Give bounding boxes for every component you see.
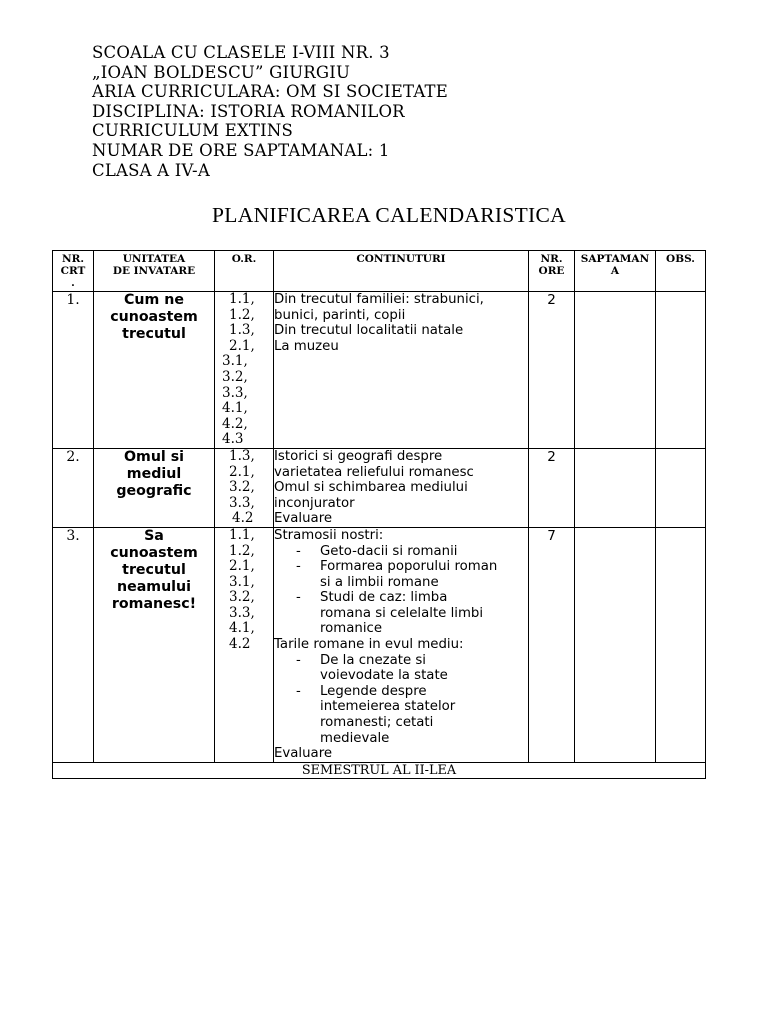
header-discipline: DISCIPLINA: ISTORIA ROMANILOR	[92, 101, 405, 121]
content-list	[274, 544, 528, 638]
contents-cell: Din trecutul familiei: strabunici, bunici, parinti, copii Din trecutul localitatii natale La muzeu	[274, 292, 529, 449]
obs-cell	[656, 527, 706, 762]
week-cell	[575, 292, 656, 449]
col-header-nr-ore: NR. ORE	[529, 251, 575, 292]
hours-cell: 2	[529, 292, 575, 449]
row-number: 1.	[53, 292, 94, 449]
content-heading: Stramosii nostri:	[274, 527, 384, 543]
objectives-cell: 1.1, 1.2, 1.3, 2.1, 3.1, 3.2, 3.3, 4.1, 4.2, 4.3	[215, 292, 274, 449]
semester-label: SEMESTRUL AL II-LEA	[53, 762, 706, 778]
col-header-saptamana: SAPTAMAN A	[575, 251, 656, 292]
hours-cell: 2	[529, 448, 575, 527]
objectives-cell: 1.3, 2.1, 3.2, 3.3, 4.2	[215, 448, 274, 527]
learning-unit: Cum ne cunoastem trecutul	[94, 292, 215, 449]
row-number: 3.	[53, 527, 94, 762]
header-school: SCOALA CU CLASELE I-VIII NR. 3	[92, 43, 390, 62]
table-row	[53, 527, 706, 762]
obs-cell	[656, 292, 706, 449]
row-number: 2.	[53, 448, 94, 527]
header-school-name: „IOAN BOLDESCU” GIURGIU	[92, 62, 351, 82]
contents-cell	[274, 527, 529, 762]
table-row	[53, 448, 706, 527]
content-heading: Tarile romane in evul mediu:	[274, 637, 464, 653]
planning-table	[52, 250, 706, 779]
header-curricular-area: ARIA CURRICULARA: OM SI SOCIETATE	[92, 82, 448, 102]
col-header-or: O.R.	[215, 251, 274, 292]
col-header-nr-crt: NR. CRT .	[53, 251, 94, 292]
week-cell	[575, 527, 656, 762]
col-header-continuturi: CONTINUTURI	[274, 251, 529, 292]
semester-row	[53, 762, 706, 778]
contents-cell: Istorici si geografi despre varietatea reliefului romanesc Omul si schimbarea mediului inconjurator Evaluare	[274, 448, 529, 527]
objectives-cell: 1.1, 1.2, 2.1, 3.1, 3.2, 3.3, 4.1, 4.2	[215, 527, 274, 762]
content-list	[274, 653, 528, 747]
header-class: CLASA A IV-A	[92, 160, 210, 180]
table-header-row	[53, 251, 706, 292]
header-weekly-hours: NUMAR DE ORE SAPTAMANAL: 1	[92, 140, 390, 160]
col-header-obs: OBS.	[656, 251, 706, 292]
table-row	[53, 292, 706, 449]
list-item: - Studi de caz: limba romana si celelalte limbi romanice	[294, 590, 528, 637]
content-footer: Evaluare	[274, 746, 333, 762]
hours-cell: 7	[529, 527, 575, 762]
header-curriculum: CURRICULUM EXTINS	[92, 121, 293, 141]
obs-cell	[656, 448, 706, 527]
list-item: - Legende despre intemeierea statelor romanesti; cetati medievale	[294, 684, 528, 746]
week-cell	[575, 448, 656, 527]
list-item: - Formarea poporului roman si a limbii romane	[294, 559, 528, 590]
document-header	[92, 43, 448, 180]
learning-unit: Omul si mediul geografic	[94, 448, 215, 527]
col-header-unitatea: UNITATEA DE INVATARE	[94, 251, 215, 292]
list-item: - Geto-dacii si romanii	[294, 544, 528, 560]
page-title: PLANIFICAREA CALENDARISTICA	[212, 203, 566, 227]
list-item: - De la cnezate si voievodate la state	[294, 653, 528, 684]
learning-unit: Sa cunoastem trecutul neamului romanesc!	[94, 527, 215, 762]
